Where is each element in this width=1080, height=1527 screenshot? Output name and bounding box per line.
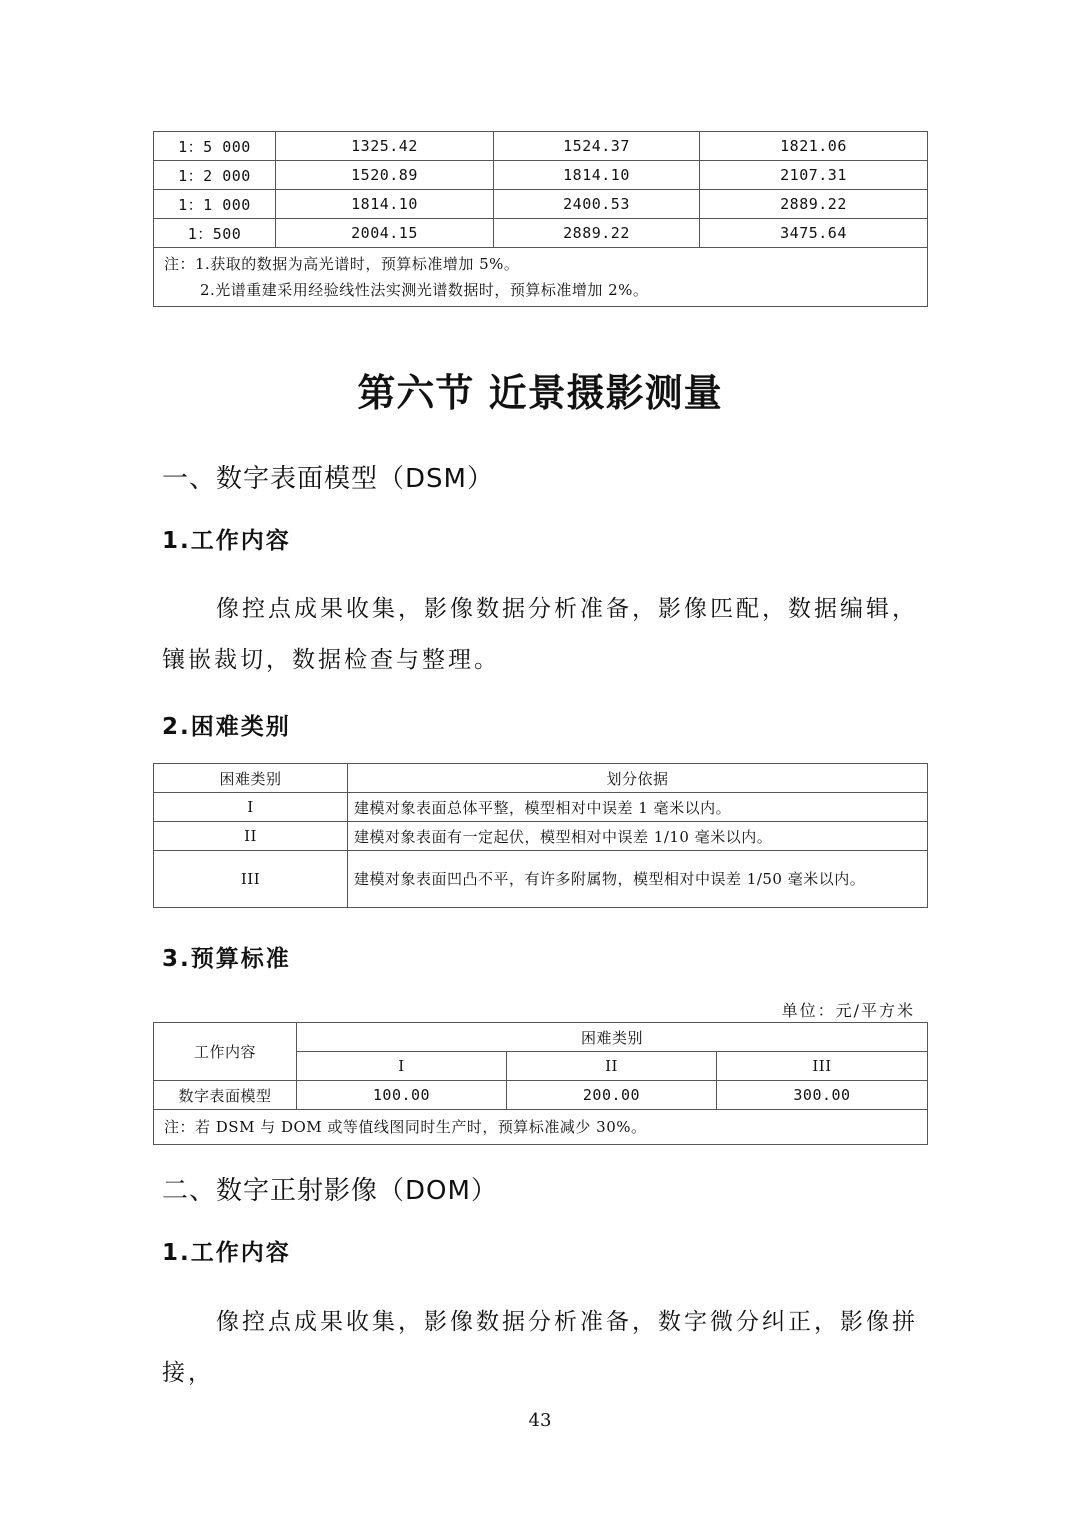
section-title: 第六节 近景摄影测量 [357,371,723,415]
column-header: 划分依据 [348,764,928,793]
table-cell: 2889.22 [700,190,928,219]
table-cell: III [154,851,348,908]
table-cell: 2004.15 [276,219,494,248]
table-row [154,219,928,248]
table-cell: 1：5 000 [154,132,276,161]
dsm-work-heading: 1.工作内容 [162,528,291,554]
dom-heading: 二、数字正射影像（DOM） [162,1176,498,1206]
budget-table [153,1022,928,1145]
table-row [154,851,928,908]
column-header: II [507,1052,717,1081]
table-cell: 1325.42 [276,132,494,161]
difficulty-table [153,763,928,908]
table-row [154,132,928,161]
table-cell: I [154,793,348,822]
column-header: I [297,1052,507,1081]
table-row [154,1081,928,1110]
table-cell: 300.00 [717,1081,928,1110]
table-cell: 2107.31 [700,161,928,190]
table-note [154,248,928,307]
table-header-row [154,764,928,793]
column-header: 工作内容 [154,1023,297,1081]
table-note-row [154,248,928,307]
note-line-1: 注：1.获取的数据为高光谱时，预算标准增加 5%。 [164,255,520,273]
note-line-2: 2.光谱重建采用经验线性法实测光谱数据时，预算标准增加 2%。 [200,281,649,299]
table-row [154,822,928,851]
table-cell: 200.00 [507,1081,717,1110]
table-row [154,190,928,219]
dom-work-text: 像控点成果收集，影像数据分析准备，数字微分纠正，影像拼接， [162,1309,918,1386]
table-cell: 建模对象表面总体平整，模型相对中误差 1 毫米以内。 [348,793,928,822]
table-note: 注：若 DSM 与 DOM 或等值线图同时生产时，预算标准减少 30%。 [154,1110,928,1145]
table-note-row [154,1110,928,1145]
table-cell: 1：2 000 [154,161,276,190]
table-cell: 100.00 [297,1081,507,1110]
column-header: 困难类别 [154,764,348,793]
table-cell: 1814.10 [494,161,700,190]
dsm-work-text: 像控点成果收集，影像数据分析准备，影像匹配，数据编辑，镶嵌裁切，数据检查与整理。 [162,596,918,673]
dsm-difficulty-heading: 2.困难类别 [162,714,291,740]
scale-budget-table [153,131,928,307]
table-row [154,793,928,822]
group-header: 困难类别 [297,1023,928,1052]
table-row [154,161,928,190]
table-cell: 1524.37 [494,132,700,161]
page-number: 43 [528,1410,552,1431]
unit-label: 单位：元/平方米 [781,1001,915,1020]
dsm-heading: 一、数字表面模型（DSM） [162,464,494,494]
column-header: III [717,1052,928,1081]
table-cell: 1：1 000 [154,190,276,219]
table-cell: 2889.22 [494,219,700,248]
table-cell: II [154,822,348,851]
row-label: 数字表面模型 [154,1081,297,1110]
table-cell: 建模对象表面凹凸不平，有许多附属物，模型相对中误差 1/50 毫米以内。 [348,851,928,908]
dsm-budget-heading: 3.预算标准 [162,946,291,972]
table-cell: 1：500 [154,219,276,248]
table-header-row [154,1023,928,1052]
dom-work-heading: 1.工作内容 [162,1240,291,1266]
table-cell: 1814.10 [276,190,494,219]
table-cell: 2400.53 [494,190,700,219]
table-cell: 建模对象表面有一定起伏，模型相对中误差 1/10 毫米以内。 [348,822,928,851]
table-cell: 1821.06 [700,132,928,161]
table-cell: 1520.89 [276,161,494,190]
table-cell: 3475.64 [700,219,928,248]
